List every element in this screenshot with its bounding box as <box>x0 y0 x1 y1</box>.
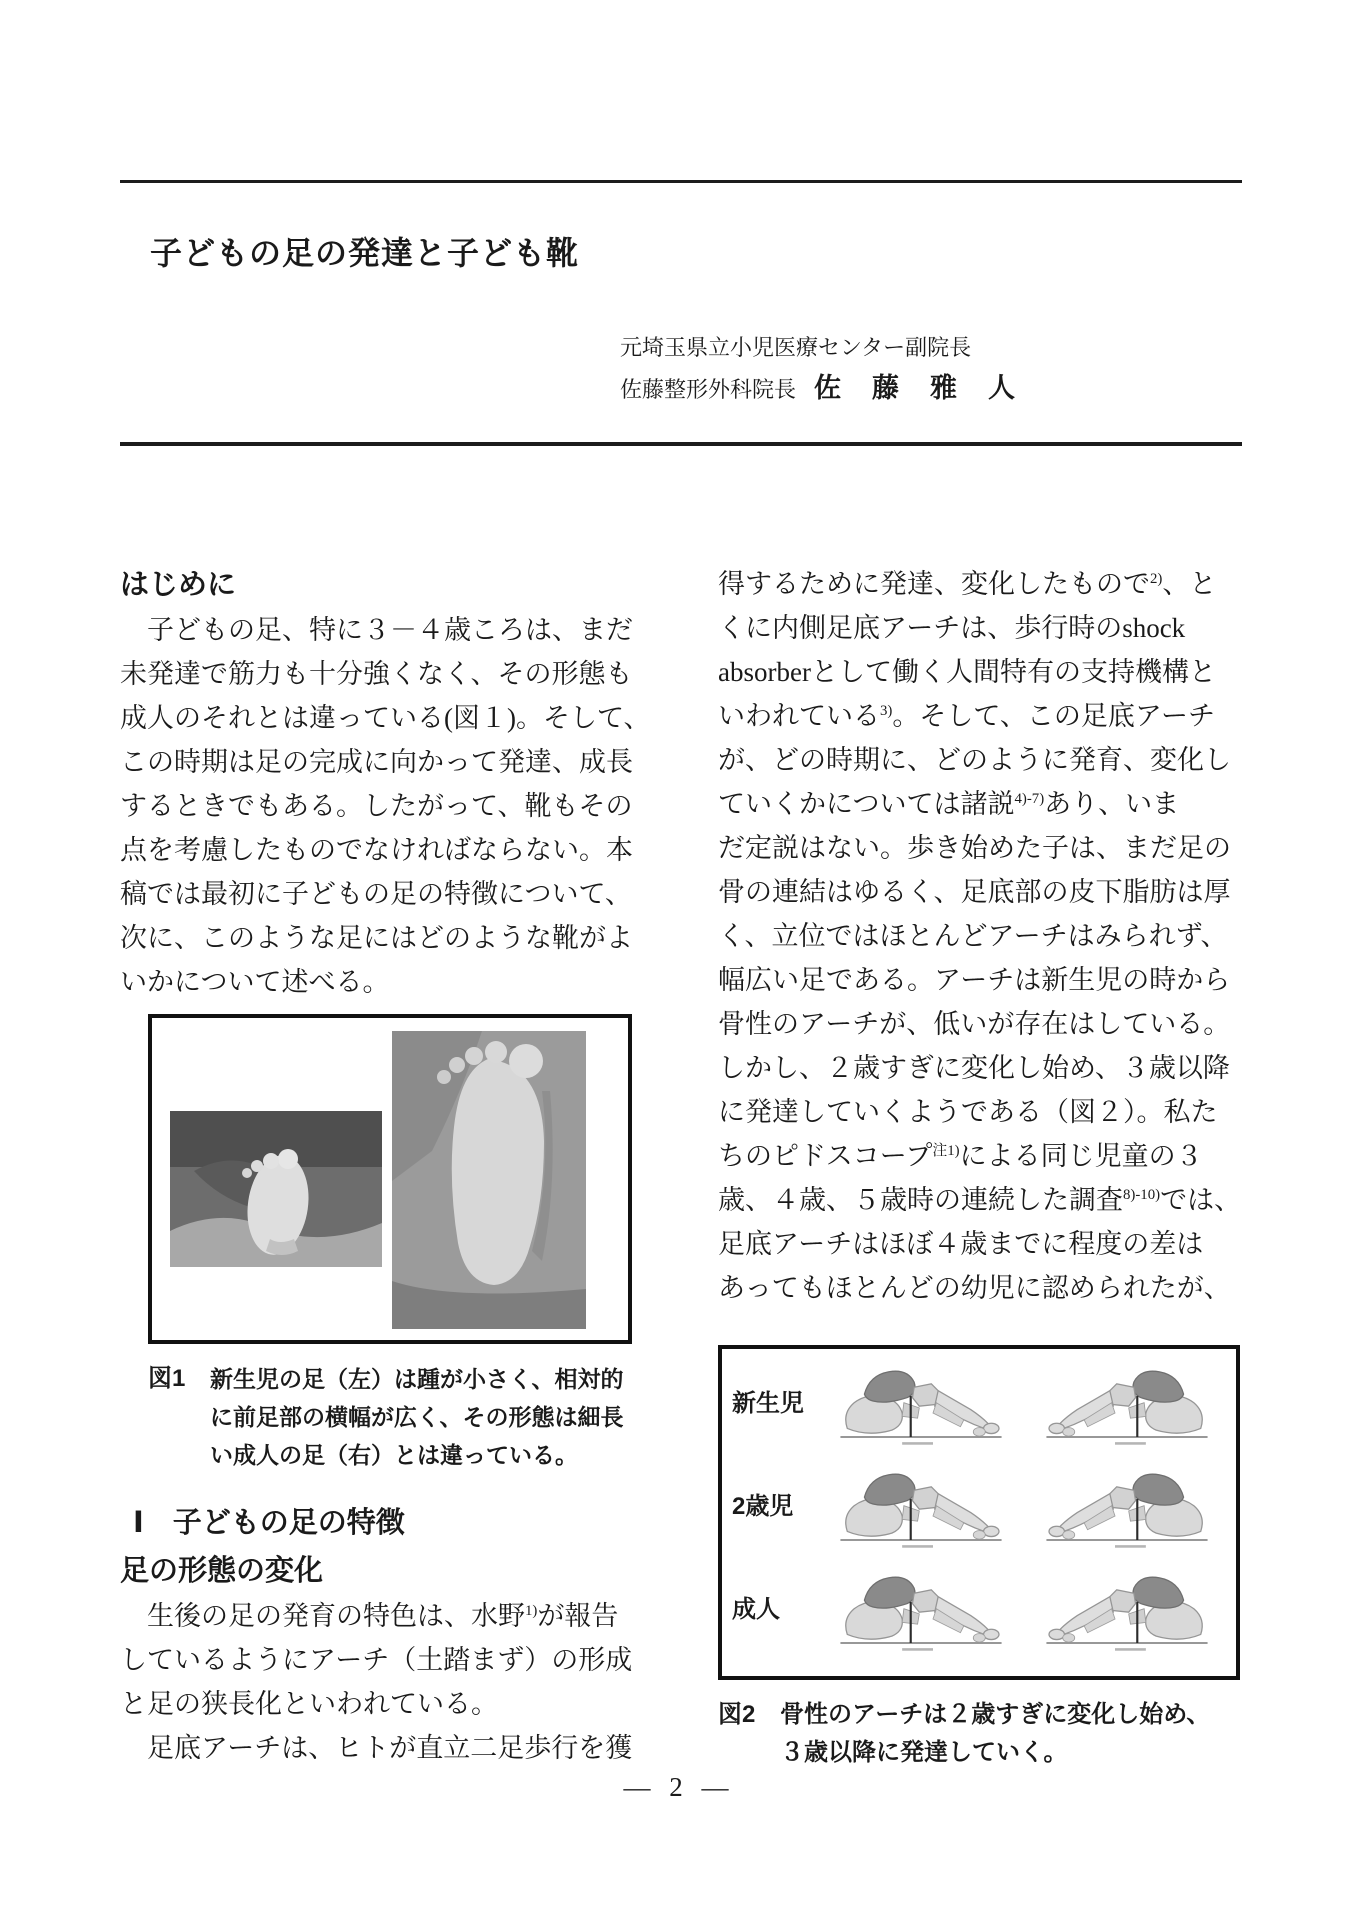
foot-bones-diagram-2yo-lateral <box>1024 1456 1230 1552</box>
text-line: 骨性のアーチは２歳すぎに変化し始め、 <box>780 1701 1211 1728</box>
foot-bones-diagram-newborn-lateral <box>1024 1353 1230 1449</box>
text-line: 点を考慮したものでなければならない。本 <box>120 835 633 865</box>
text-line: 骨性のアーチが、低いが存在はしている。 <box>718 1009 1231 1039</box>
text-line: この時期は足の完成に向かって発達、成長 <box>120 747 633 777</box>
text-line: 幅広い足である。アーチは新生児の時から <box>718 965 1231 995</box>
header-bottom-rule <box>120 442 1242 446</box>
text-line: 生後の足の発育の特色は、水野$^{1)}$が報告 <box>120 1601 619 1631</box>
text-line: absorberとして働く人間特有の支持機構と <box>718 657 1216 687</box>
text-line: だ定説はない。歩き始めた子は、まだ足の <box>718 833 1231 863</box>
figure2-caption <box>718 1696 1242 1772</box>
figure1-newborn-foot-photo <box>170 1111 382 1267</box>
figure2-caption-label: 図2 <box>718 1701 756 1728</box>
text-line: 稿では最初に子どもの足の特徴について、 <box>120 879 632 909</box>
text-line: に前足部の横幅が広く、その形態は細長 <box>210 1404 624 1430</box>
text-line: いかについて述べる。 <box>120 967 390 997</box>
figure2-row-adult <box>722 1555 1236 1658</box>
text-line: く、立位ではほとんどアーチはみられず、 <box>718 921 1228 951</box>
text-line: と足の狭長化といわれている。 <box>120 1689 498 1719</box>
text-line: 得するために発達、変化したもので$^{2)}$、と <box>718 569 1217 599</box>
text-line: 新生児の足（左）は踵が小さく、相対的 <box>210 1366 624 1392</box>
foot-bones-diagram-adult-medial <box>818 1559 1024 1655</box>
text-line: 足底アーチはほぼ４歳までに程度の差は <box>718 1229 1204 1259</box>
figure1 <box>148 1014 632 1344</box>
text-line: するときでもある。したがって、靴もその <box>120 791 633 821</box>
text-line: に発達していくようである（図２）。私た <box>718 1097 1218 1127</box>
left-column <box>120 562 651 1770</box>
text-line: 未発達で筋力も十分強くなく、その形態も <box>120 659 633 689</box>
page-number: — 2 — <box>623 1772 735 1802</box>
text-line: 次に、このような足にはどのような靴がよ <box>120 923 633 953</box>
text-line: 足底アーチは、ヒトが直立二足歩行を獲 <box>120 1733 633 1763</box>
figure2 <box>718 1345 1240 1680</box>
author-name: 佐 藤 雅 人 <box>814 373 1018 403</box>
author-affiliation: 元埼玉県立小児医療センター副院長 <box>620 335 972 360</box>
author-role: 佐藤整形外科院長 <box>620 377 797 402</box>
text-line: あってもほとんどの幼児に認められたが、 <box>718 1273 1231 1303</box>
text-line: 成人のそれとは違っている(図１)。そして、 <box>120 703 651 733</box>
text-line: ていくかについては諸説$^{4)-7)}$あり、いま <box>718 789 1180 819</box>
header-top-rule <box>120 180 1242 183</box>
figure1-caption-text <box>210 1360 624 1474</box>
figure1-adult-foot-photo <box>392 1031 586 1329</box>
figure2-caption-text <box>780 1696 1210 1772</box>
text-line: いわれている$^{3)}$。そして、この足底アーチ <box>718 701 1216 731</box>
section-heading-1: Ⅰ 子どもの足の特徴 <box>133 1507 405 1539</box>
foot-bones-diagram-adult-lateral <box>1024 1559 1230 1655</box>
author-block <box>620 328 1017 410</box>
author-line <box>620 368 1017 410</box>
figure2-row-newborn <box>722 1349 1236 1452</box>
body-paragraph-right <box>718 562 1242 1310</box>
figure2-row-2yo <box>722 1452 1236 1555</box>
text-line: くに内側足底アーチは、歩行時のshock <box>718 613 1186 643</box>
text-line: 骨の連結はゆるく、足底部の皮下脂肪は厚 <box>718 877 1231 907</box>
text-line: しかし、２歳すぎに変化し始め、３歳以降 <box>718 1053 1230 1083</box>
text-line: 歳、４歳、５歳時の連続した調査$^{8)-10)}$では、 <box>718 1185 1242 1215</box>
section-heading-intro: はじめに <box>120 569 237 601</box>
text-line: ３歳以降に発達していく。 <box>780 1739 1068 1766</box>
figure1-caption <box>148 1360 642 1474</box>
intro-paragraph <box>120 608 651 1004</box>
text-line: しているようにアーチ（土踏まず）の形成 <box>120 1645 633 1675</box>
right-column <box>718 562 1242 1772</box>
subsection-heading-foot-shape: 足の形態の変化 <box>120 1555 324 1587</box>
foot-bones-diagram-newborn-medial <box>818 1353 1024 1449</box>
foot-bones-diagram-2yo-medial <box>818 1456 1024 1552</box>
figure2-label-2yo: 2歳児 <box>732 1493 794 1520</box>
figure2-label-adult: 成人 <box>732 1596 780 1623</box>
article-title: 子どもの足の発達と子ども靴 <box>150 235 580 271</box>
text-line: が、どの時期に、どのように発育、変化し <box>718 745 1231 775</box>
figure1-caption-label: 図1 <box>148 1365 186 1392</box>
text-line: い成人の足（右）とは違っている。 <box>210 1442 578 1468</box>
text-line: 子どもの足、特に３－４歳ころは、まだ <box>120 615 633 645</box>
text-line: ちのピドスコープ$^{注1)}$による同じ児童の３ <box>718 1141 1203 1171</box>
body-paragraph-left <box>120 1594 642 1770</box>
figure2-label-newborn: 新生児 <box>732 1390 804 1417</box>
